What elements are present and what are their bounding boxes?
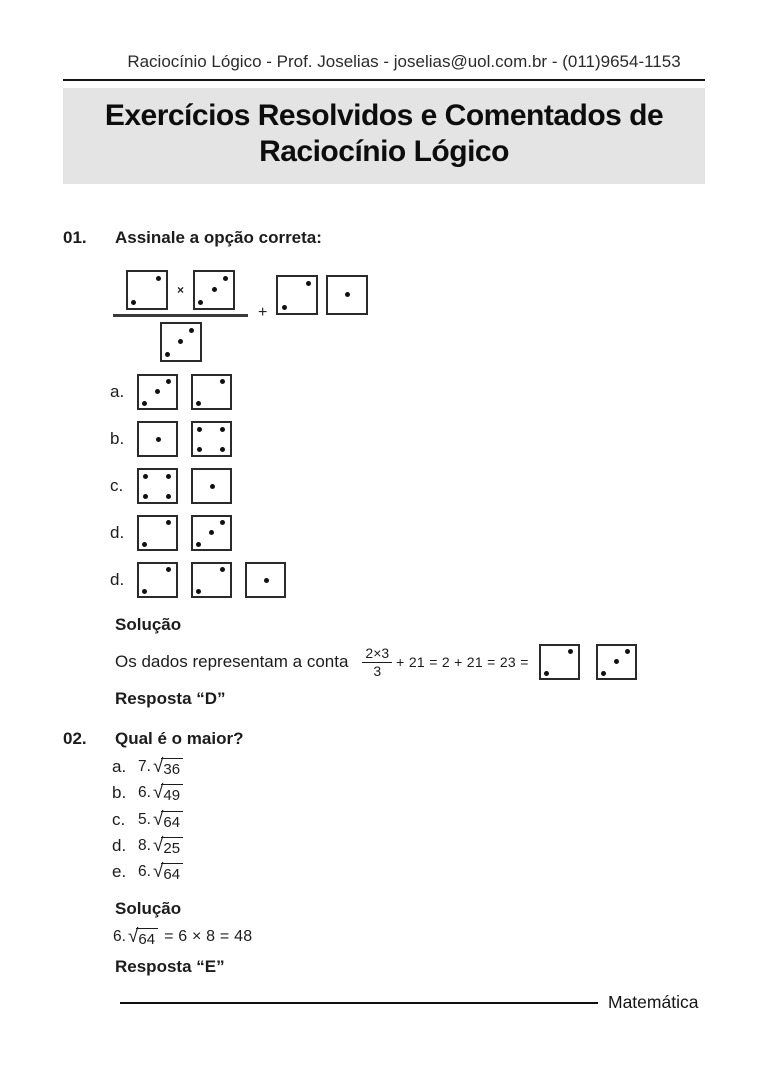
question-2-solution-equation — [113, 927, 705, 947]
radical-expression — [138, 810, 183, 830]
question-1-answer: Resposta “D” — [115, 689, 226, 708]
option-row-d2 — [110, 562, 705, 598]
square-root — [153, 862, 183, 882]
question-2-prompt: Qual é o maior? — [115, 729, 244, 748]
die — [596, 644, 637, 680]
question-2-number: 02. — [63, 729, 87, 748]
question-1-dice-figure — [113, 270, 705, 362]
die — [137, 515, 178, 551]
question-1-solution-heading: Solução — [115, 615, 182, 634]
plus-sign: + — [258, 304, 268, 321]
option-row-e — [112, 862, 705, 882]
die — [276, 275, 318, 315]
fraction-denominator-text: 3 — [373, 662, 382, 679]
option-label: e. — [112, 862, 127, 882]
radicand: 64 — [161, 811, 183, 831]
option-label: c. — [110, 476, 124, 495]
fraction-bar — [113, 314, 248, 317]
option-label: c. — [112, 809, 126, 829]
solution-equation — [362, 646, 528, 678]
header-rule — [63, 79, 705, 81]
option-label: a. — [112, 757, 127, 777]
question-1-number: 01. — [63, 228, 87, 247]
equation-rest: + 21 = 2 + 21 = 23 = — [396, 654, 529, 670]
square-root — [153, 783, 183, 803]
option-row-c — [112, 810, 705, 830]
option-label: b. — [110, 429, 125, 448]
die — [191, 374, 232, 410]
result-dice — [539, 644, 637, 680]
coefficient: 5. — [138, 810, 151, 828]
question-2-heading — [63, 729, 705, 749]
page-footer — [63, 992, 708, 1013]
coefficient: 7. — [138, 758, 151, 776]
question-1-prompt: Assinale a opção correta: — [115, 228, 322, 247]
addend-dice — [276, 275, 368, 315]
coefficient: 8. — [138, 836, 151, 854]
radical-expression — [138, 783, 183, 803]
radicand: 36 — [161, 758, 183, 778]
document-title — [63, 88, 705, 184]
option-label: d. — [112, 835, 127, 855]
question-1-heading — [63, 228, 705, 248]
fraction-numerator — [113, 270, 248, 310]
option-label: d. — [110, 570, 125, 589]
radicand: 64 — [161, 863, 183, 883]
option-row-d — [110, 515, 705, 551]
radical-sign: √ — [152, 756, 164, 777]
footer-subject-label: Matemática — [608, 992, 699, 1012]
square-root — [153, 836, 183, 856]
question-1-solution-line — [115, 644, 705, 680]
die — [326, 275, 368, 315]
die — [191, 515, 232, 551]
option-row-d — [112, 836, 705, 856]
page-header-text: Raciocínio Lógico - Prof. Joselias - joselias@uol.com.br - (011)9654-1153 — [127, 52, 681, 71]
footer-rule — [120, 1002, 598, 1004]
option-row-c — [110, 468, 705, 504]
die — [126, 270, 168, 310]
radical-expression — [138, 836, 183, 856]
radical-sign: √ — [152, 861, 164, 882]
radical-expression — [113, 927, 158, 947]
coefficient: 6. — [138, 863, 151, 881]
radicand: 49 — [161, 784, 183, 804]
option-label: b. — [112, 783, 127, 803]
die — [137, 562, 178, 598]
coefficient: 6. — [113, 928, 126, 946]
option-row-b — [112, 783, 705, 803]
question-1-options — [110, 374, 705, 598]
radical-sign: √ — [152, 782, 164, 804]
radical-expression — [138, 862, 183, 882]
question-2-answer: Resposta “E” — [115, 956, 225, 976]
title-line-2: Raciocínio Lógico — [259, 135, 509, 168]
radicand: 64 — [136, 928, 158, 948]
equation-rest: = 6 × 8 = 48 — [164, 928, 253, 946]
document-page — [0, 52, 768, 1076]
radical-expression — [138, 757, 183, 777]
die — [160, 322, 202, 362]
option-label: a. — [110, 382, 125, 401]
fraction-denominator — [160, 322, 202, 362]
die — [191, 421, 232, 457]
die — [191, 468, 232, 504]
square-root — [128, 927, 158, 947]
coefficient: 6. — [138, 784, 151, 802]
question-2-solution-heading: Solução — [115, 899, 182, 919]
square-root — [153, 810, 183, 830]
fraction-numerator-text: 2×3 — [362, 646, 392, 663]
multiplication-sign: × — [177, 283, 185, 297]
radical-sign: √ — [127, 926, 139, 948]
die — [193, 270, 235, 310]
die — [245, 562, 286, 598]
die — [191, 562, 232, 598]
question-2-options — [112, 757, 705, 882]
radical-sign: √ — [152, 808, 164, 830]
equation-fraction — [362, 646, 392, 678]
option-row-a — [112, 757, 705, 777]
option-row-a — [110, 374, 705, 410]
die — [137, 374, 178, 410]
solution-sentence: Os dados representam a conta — [115, 652, 349, 671]
die — [539, 644, 580, 680]
radicand: 25 — [161, 837, 183, 857]
radical-sign: √ — [152, 834, 164, 856]
die — [137, 468, 178, 504]
square-root — [153, 757, 183, 777]
die — [137, 421, 178, 457]
option-row-b — [110, 421, 705, 457]
title-line-1: Exercícios Resolvidos e Comentados de — [104, 99, 664, 132]
dice-fraction — [113, 270, 248, 362]
option-label: d. — [110, 523, 125, 542]
